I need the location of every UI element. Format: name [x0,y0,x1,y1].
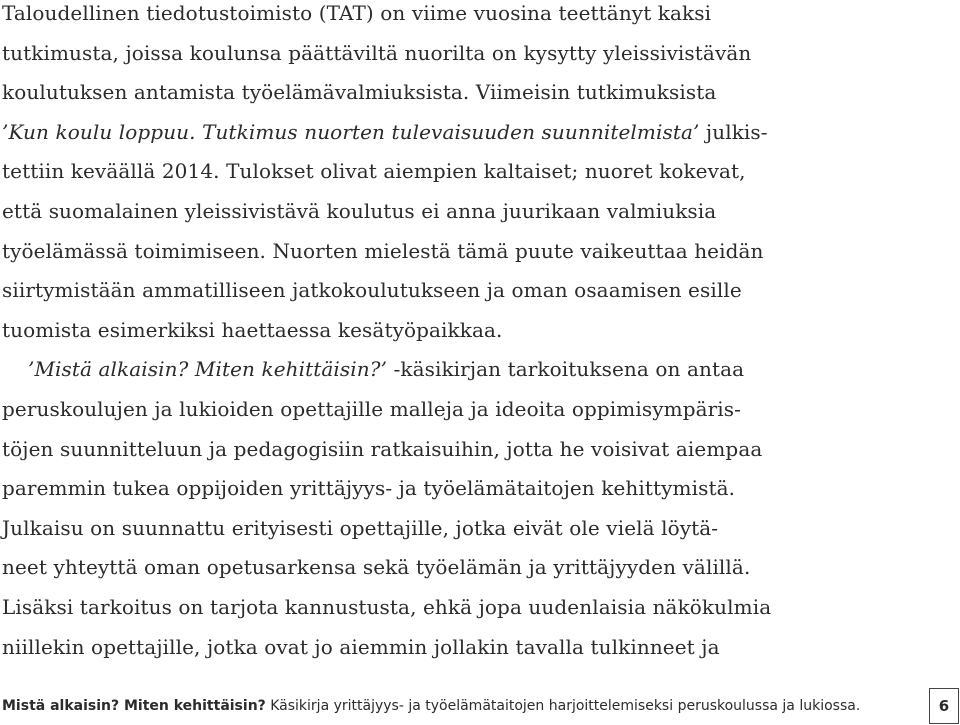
text-line [2,634,720,660]
text-segment: Julkaisu on suunnattu erityisesti opettajille, jotka eivät ole vielä löytä- [2,515,719,540]
text-segment: siirtymistään ammatilliseen jatkokoulutukseen ja oman osaamisen esille [2,278,742,303]
text-segment: tutkimusta, joissa koulunsa päättäviltä nuorilta on kysytty yleissivistävän [2,40,752,65]
text-segment: työelämässä toimimiseen. Nuorten mielestä tämä puute vaikeuttaa heidän [2,238,764,263]
text-segment: että suomalainen yleissivistävä koulutus ei anna juurikaan valmiuksia [2,199,717,223]
text-line [2,317,502,343]
text-line [2,119,768,145]
text-segment: niillekin opettajille, jotka ovat jo aiemmin jollakin tavalla tulkinneet ja [2,634,720,659]
text-line [2,515,718,541]
italic-segment: ’Kun koulu loppuu. Tutkimus nuorten tulevaisuuden suunnitelmista’ [2,119,700,144]
text-segment: paremmin tukea oppijoiden yrittäjyys- ja työelämätaitojen kehittymistä. [2,476,736,501]
text-segment: tettiin keväällä 2014. Tulokset olivat aiempien kaltaiset; nuoret kokevat, [2,159,746,184]
text-segment: Taloudellinen tiedotustoimisto (TAT) on viime vuosina teettänyt kaksi [2,1,712,25]
italic-segment: ’Mistä alkaisin? Miten kehittäisin?’ [28,357,388,382]
text-line [2,198,716,224]
footer-subtitle: Käsikirja yrittäjyys- ja työelämätaitojen harjoittelemiseksi peruskoulussa ja lukiossa. [265,698,861,714]
text-line [2,158,746,184]
text-line [2,436,762,462]
text-segment: tuomista esimerkiksi haettaessa kesätyöpaikkaa. [2,317,503,342]
text-segment: Lisäksi tarkoitus on tarjota kannustusta, ehkä jopa uudenlaisia näkökulmia [2,595,772,619]
text-segment: peruskoulujen ja lukioiden opettajille malleja ja ideoita oppimisympäris- [2,397,741,421]
text-line [2,554,750,580]
text-segment: julkis- [699,119,768,144]
text-line [2,277,742,303]
text-segment: koulutuksen antamista työelämävalmiuksista. Viimeisin tutkimuksista [2,80,717,105]
text-line [28,356,744,382]
text-line [2,40,751,66]
text-segment: -käsikirjan tarkoituksena on antaa [387,357,745,382]
text-line [2,79,716,105]
text-line [2,0,711,26]
text-line [2,594,771,620]
footer-caption [2,698,860,714]
text-line [2,238,764,264]
page-number: 6 [929,688,959,724]
text-segment: töjen suunnitteluun ja pedagogisiin ratkaisuihin, jotta he voisivat aiempaa [2,436,763,461]
text-line [2,475,735,501]
text-segment: neet yhteyttä oman opetusarkensa sekä työelämän ja yrittäjyyden välillä. [2,555,751,580]
text-line [2,396,741,422]
page-footer [0,688,960,725]
footer-title: Mistä alkaisin? Miten kehittäisin? [2,698,266,714]
